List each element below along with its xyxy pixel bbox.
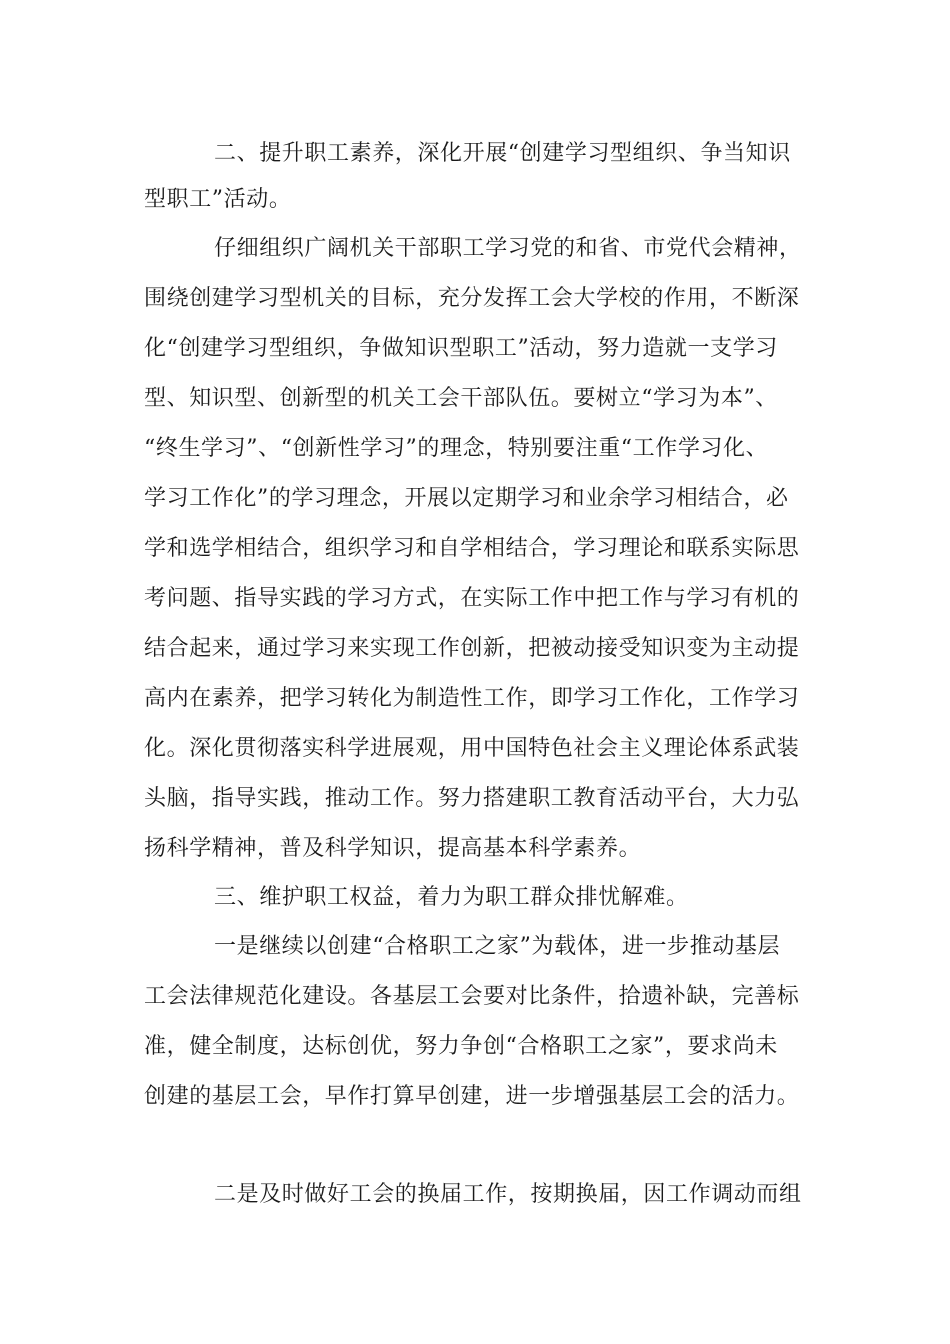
paragraph-line: 仔细组织广阔机关干部职工学习党的和省、市党代会精神， bbox=[214, 236, 802, 261]
paragraph-line: 工会法律规范化建设。各基层工会要对比条件，拾遗补缺，完善标 bbox=[144, 984, 800, 1009]
paragraph-line: 学和选学相结合，组织学习和自学相结合，学习理论和联系实际思 bbox=[144, 536, 800, 561]
section-heading-2-line-2: 型职工”活动。 bbox=[144, 187, 292, 212]
paragraph-line: 创建的基层工会，早作打算早创建，进一步增强基层工会的活力。 bbox=[144, 1084, 800, 1109]
paragraph-line: 头脑，指导实践，推动工作。努力搭建职工教育活动平台，大力弘 bbox=[144, 786, 800, 811]
paragraph-line: 高内在素养，把学习转化为制造性工作，即学习工作化，工作学习 bbox=[144, 686, 800, 711]
paragraph-line: 化“创建学习型组织，争做知识型职工”活动，努力造就一支学习 bbox=[144, 336, 778, 361]
paragraph-line: 扬科学精神，普及科学知识，提高基本科学素养。 bbox=[144, 836, 642, 861]
section-heading-2-line-1: 二、提升职工素养，深化开展“创建学习型组织、争当知识 bbox=[214, 141, 791, 166]
paragraph-line: 型、知识型、创新型的机关工会干部队伍。要树立“学习为本”、 bbox=[144, 386, 778, 411]
paragraph-line: 一是继续以创建“合格职工之家”为载体，进一步推动基层 bbox=[214, 934, 781, 959]
paragraph-line: 准，健全制度，达标创优，努力争创“合格职工之家”，要求尚未 bbox=[144, 1034, 778, 1059]
paragraph-line: 化。深化贯彻落实科学进展观，用中国特色社会主义理论体系武装 bbox=[144, 736, 800, 761]
paragraph-line: 考问题、指导实践的学习方式，在实际工作中把工作与学习有机的 bbox=[144, 586, 800, 611]
paragraph-line: 学习工作化”的学习理念，开展以定期学习和业余学习相结合，必 bbox=[144, 486, 789, 511]
paragraph-line: 二是及时做好工会的换届工作，按期换届，因工作调动而组 bbox=[214, 1182, 802, 1207]
paragraph-line: 结合起来，通过学习来实现工作创新，把被动接受知识变为主动提 bbox=[144, 636, 800, 661]
paragraph-line: “终生学习”、“创新性学习”的理念，特别要注重“工作学习化、 bbox=[144, 436, 769, 461]
paragraph-line: 围绕创建学习型机关的目标，充分发挥工会大学校的作用，不断深 bbox=[144, 286, 800, 311]
section-heading-3: 三、维护职工权益，着力为职工群众排忧解难。 bbox=[214, 885, 689, 910]
